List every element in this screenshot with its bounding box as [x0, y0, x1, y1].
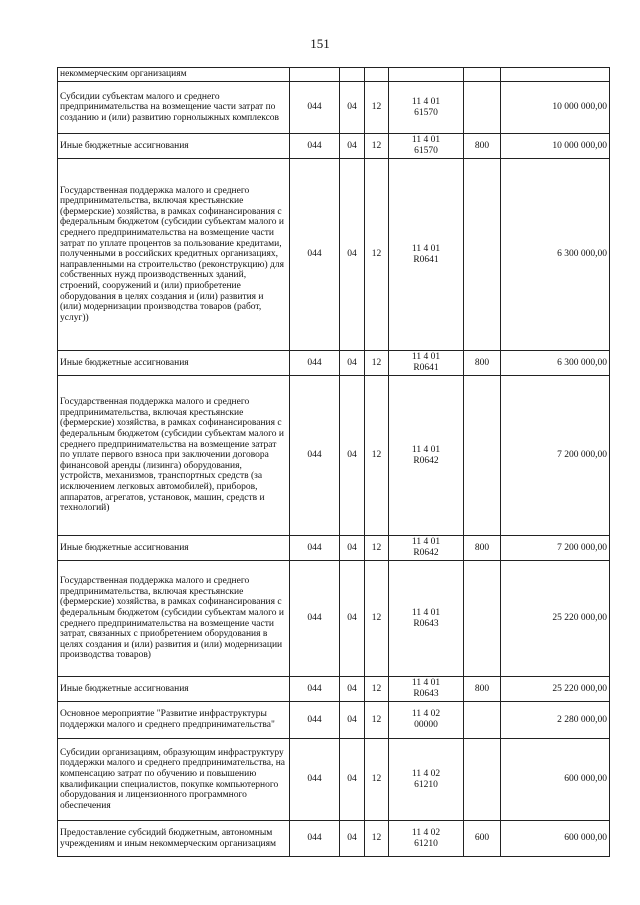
- page-number: 151: [310, 36, 330, 51]
- section-code: 04: [340, 351, 365, 376]
- table-row: [58, 159, 610, 351]
- ministry-code: 044: [290, 561, 340, 677]
- table-row: [58, 702, 610, 739]
- amount: 6 300 000,00: [501, 159, 610, 351]
- subsection-code: 12: [365, 561, 389, 677]
- amount: 7 200 000,00: [501, 536, 610, 561]
- row-name: некоммерческим организациям: [58, 68, 290, 82]
- target-article-code-part2: 00000: [414, 720, 438, 730]
- expense-type-code: [464, 702, 501, 739]
- amount: 10 000 000,00: [501, 134, 610, 159]
- target-article-code-part1: 11 4 01: [411, 607, 441, 618]
- table-row: [58, 536, 610, 561]
- target-article-code: [389, 821, 464, 857]
- budget-table: [57, 67, 610, 857]
- target-article-code: [389, 702, 464, 739]
- amount: 10 000 000,00: [501, 82, 610, 134]
- target-article-code: [389, 351, 464, 376]
- amount: 6 300 000,00: [501, 351, 610, 376]
- section-code: 04: [340, 82, 365, 134]
- table-row: [58, 134, 610, 159]
- table-row: [58, 82, 610, 134]
- row-name: Иные бюджетные ассигнования: [58, 536, 290, 561]
- expense-type-code: [464, 739, 501, 821]
- table-row: [58, 561, 610, 677]
- row-name: Государственная поддержка малого и среднего предпринимательства, включая крестьянские (фермерские) хозяйства, в рамках софинансирования с федеральным бюджетом (субсидии субъектам малого и среднего предпринимательства на возмещение части затрат, связанных с приобретением оборудования в целях создания и (или) развития и (или) модернизации производства товаров): [58, 561, 290, 677]
- target-article-code-part2: R0642: [413, 548, 439, 558]
- subsection-code: [365, 68, 389, 82]
- expense-type-code: [464, 561, 501, 677]
- expense-type-code: 800: [464, 677, 501, 702]
- row-name: Государственная поддержка малого и среднего предпринимательства, включая крестьянские (фермерские) хозяйства, в рамках софинансирования с федеральным бюджетом (субсидии субъектам малого и среднего предпринимательства на возмещение затрат по уплате первого взноса при заключении договора финансовой аренды (лизинга) оборудования, устройств, механизмов, транспортных средств (за исключением легковых автомобилей), приборов, аппаратов, агрегатов, установок, машин, средств и технологий): [58, 376, 290, 536]
- subsection-code: 12: [365, 739, 389, 821]
- target-article-code-part1: 11 4 02: [411, 768, 441, 779]
- ministry-code: 044: [290, 702, 340, 739]
- target-article-code-part2: 61570: [414, 146, 438, 156]
- target-article-code: [389, 82, 464, 134]
- ministry-code: 044: [290, 351, 340, 376]
- target-article-code: [389, 536, 464, 561]
- row-name: Иные бюджетные ассигнования: [58, 351, 290, 376]
- table-row: [58, 68, 610, 82]
- target-article-code-part1: 11 4 01: [411, 96, 441, 107]
- subsection-code: 12: [365, 821, 389, 857]
- section-code: 04: [340, 739, 365, 821]
- row-name: Субсидии субъектам малого и среднего предпринимательства на возмещение части затрат по созданию и (или) развитию горнолыжных комплексов: [58, 82, 290, 134]
- expense-type-code: [464, 159, 501, 351]
- expense-type-code: 800: [464, 351, 501, 376]
- section-code: 04: [340, 376, 365, 536]
- target-article-code-part2: R0641: [413, 363, 439, 373]
- section-code: 04: [340, 821, 365, 857]
- subsection-code: 12: [365, 376, 389, 536]
- section-code: 04: [340, 677, 365, 702]
- target-article-code-part2: R0643: [413, 618, 439, 629]
- target-article-code: [389, 561, 464, 677]
- amount: 25 220 000,00: [501, 561, 610, 677]
- target-article-code-part2: R0641: [413, 254, 439, 265]
- table-row: [58, 376, 610, 536]
- section-code: 04: [340, 536, 365, 561]
- section-code: [340, 68, 365, 82]
- target-article-code-part2: R0643: [413, 689, 439, 699]
- section-code: 04: [340, 561, 365, 677]
- ministry-code: 044: [290, 739, 340, 821]
- target-article-code-part2: R0642: [413, 455, 439, 466]
- amount: 7 200 000,00: [501, 376, 610, 536]
- target-article-code-part2: 61570: [414, 107, 438, 118]
- target-article-code: [389, 376, 464, 536]
- subsection-code: 12: [365, 536, 389, 561]
- target-article-code: [389, 739, 464, 821]
- expense-type-code: 800: [464, 134, 501, 159]
- ministry-code: 044: [290, 821, 340, 857]
- subsection-code: 12: [365, 134, 389, 159]
- section-code: 04: [340, 159, 365, 351]
- table-row: [58, 351, 610, 376]
- target-article-code-part1: 11 4 01: [411, 678, 441, 689]
- ministry-code: 044: [290, 159, 340, 351]
- table-row: [58, 677, 610, 702]
- target-article-code: [389, 134, 464, 159]
- subsection-code: 12: [365, 351, 389, 376]
- subsection-code: 12: [365, 677, 389, 702]
- ministry-code: 044: [290, 536, 340, 561]
- amount: 600 000,00: [501, 821, 610, 857]
- expense-type-code: [464, 82, 501, 134]
- target-article-code-part1: 11 4 02: [411, 827, 441, 838]
- target-article-code: [389, 68, 464, 82]
- section-code: 04: [340, 134, 365, 159]
- ministry-code: 044: [290, 376, 340, 536]
- amount: 25 220 000,00: [501, 677, 610, 702]
- table-row: [58, 821, 610, 857]
- ministry-code: 044: [290, 82, 340, 134]
- row-name: Субсидии организациям, образующим инфраструктуру поддержки малого и среднего предпринимательства, на компенсацию затрат по обучению и повышению квалификации специалистов, покупке компьютерного оборудования и лицензионного программного обеспечения: [58, 739, 290, 821]
- row-name: Предоставление субсидий бюджетным, автономным учреждениям и иным некоммерческим организациям: [58, 821, 290, 857]
- target-article-code-part1: 11 4 01: [411, 537, 441, 548]
- row-name: Иные бюджетные ассигнования: [58, 134, 290, 159]
- row-name: Государственная поддержка малого и среднего предпринимательства, включая крестьянские (фермерские) хозяйства, в рамках софинансирования с федеральным бюджетом (субсидии субъектам малого и среднего предпринимательства на возмещение части затрат по уплате процентов за пользование кредитами, полученными в российских кредитных организациях, направленными на строительство (реконструкцию) для собственных нужд производственных зданий, строений, сооружений и (или) приобретение оборудования в целях создания и (или) развития и (или) модернизации производства товаров (работ, услуг)): [58, 159, 290, 351]
- target-article-code: [389, 677, 464, 702]
- target-article-code-part1: 11 4 01: [411, 243, 441, 254]
- target-article-code-part1: 11 4 02: [411, 709, 441, 720]
- subsection-code: 12: [365, 159, 389, 351]
- target-article-code-part1: 11 4 01: [411, 352, 441, 363]
- subsection-code: 12: [365, 82, 389, 134]
- amount: [501, 68, 610, 82]
- target-article-code-part1: 11 4 01: [411, 135, 441, 146]
- expense-type-code: [464, 376, 501, 536]
- target-article-code-part1: 11 4 01: [411, 444, 441, 455]
- amount: 2 280 000,00: [501, 702, 610, 739]
- table-row: [58, 739, 610, 821]
- row-name: Основное мероприятие "Развитие инфраструктуры поддержки малого и среднего предпринимательства": [58, 702, 290, 739]
- expense-type-code: 800: [464, 536, 501, 561]
- section-code: 04: [340, 702, 365, 739]
- amount: 600 000,00: [501, 739, 610, 821]
- row-name: Иные бюджетные ассигнования: [58, 677, 290, 702]
- expense-type-code: 600: [464, 821, 501, 857]
- target-article-code-part2: 61210: [414, 838, 438, 849]
- ministry-code: 044: [290, 677, 340, 702]
- target-article-code-part2: 61210: [414, 779, 438, 790]
- target-article-code: [389, 159, 464, 351]
- subsection-code: 12: [365, 702, 389, 739]
- expense-type-code: [464, 68, 501, 82]
- ministry-code: [290, 68, 340, 82]
- ministry-code: 044: [290, 134, 340, 159]
